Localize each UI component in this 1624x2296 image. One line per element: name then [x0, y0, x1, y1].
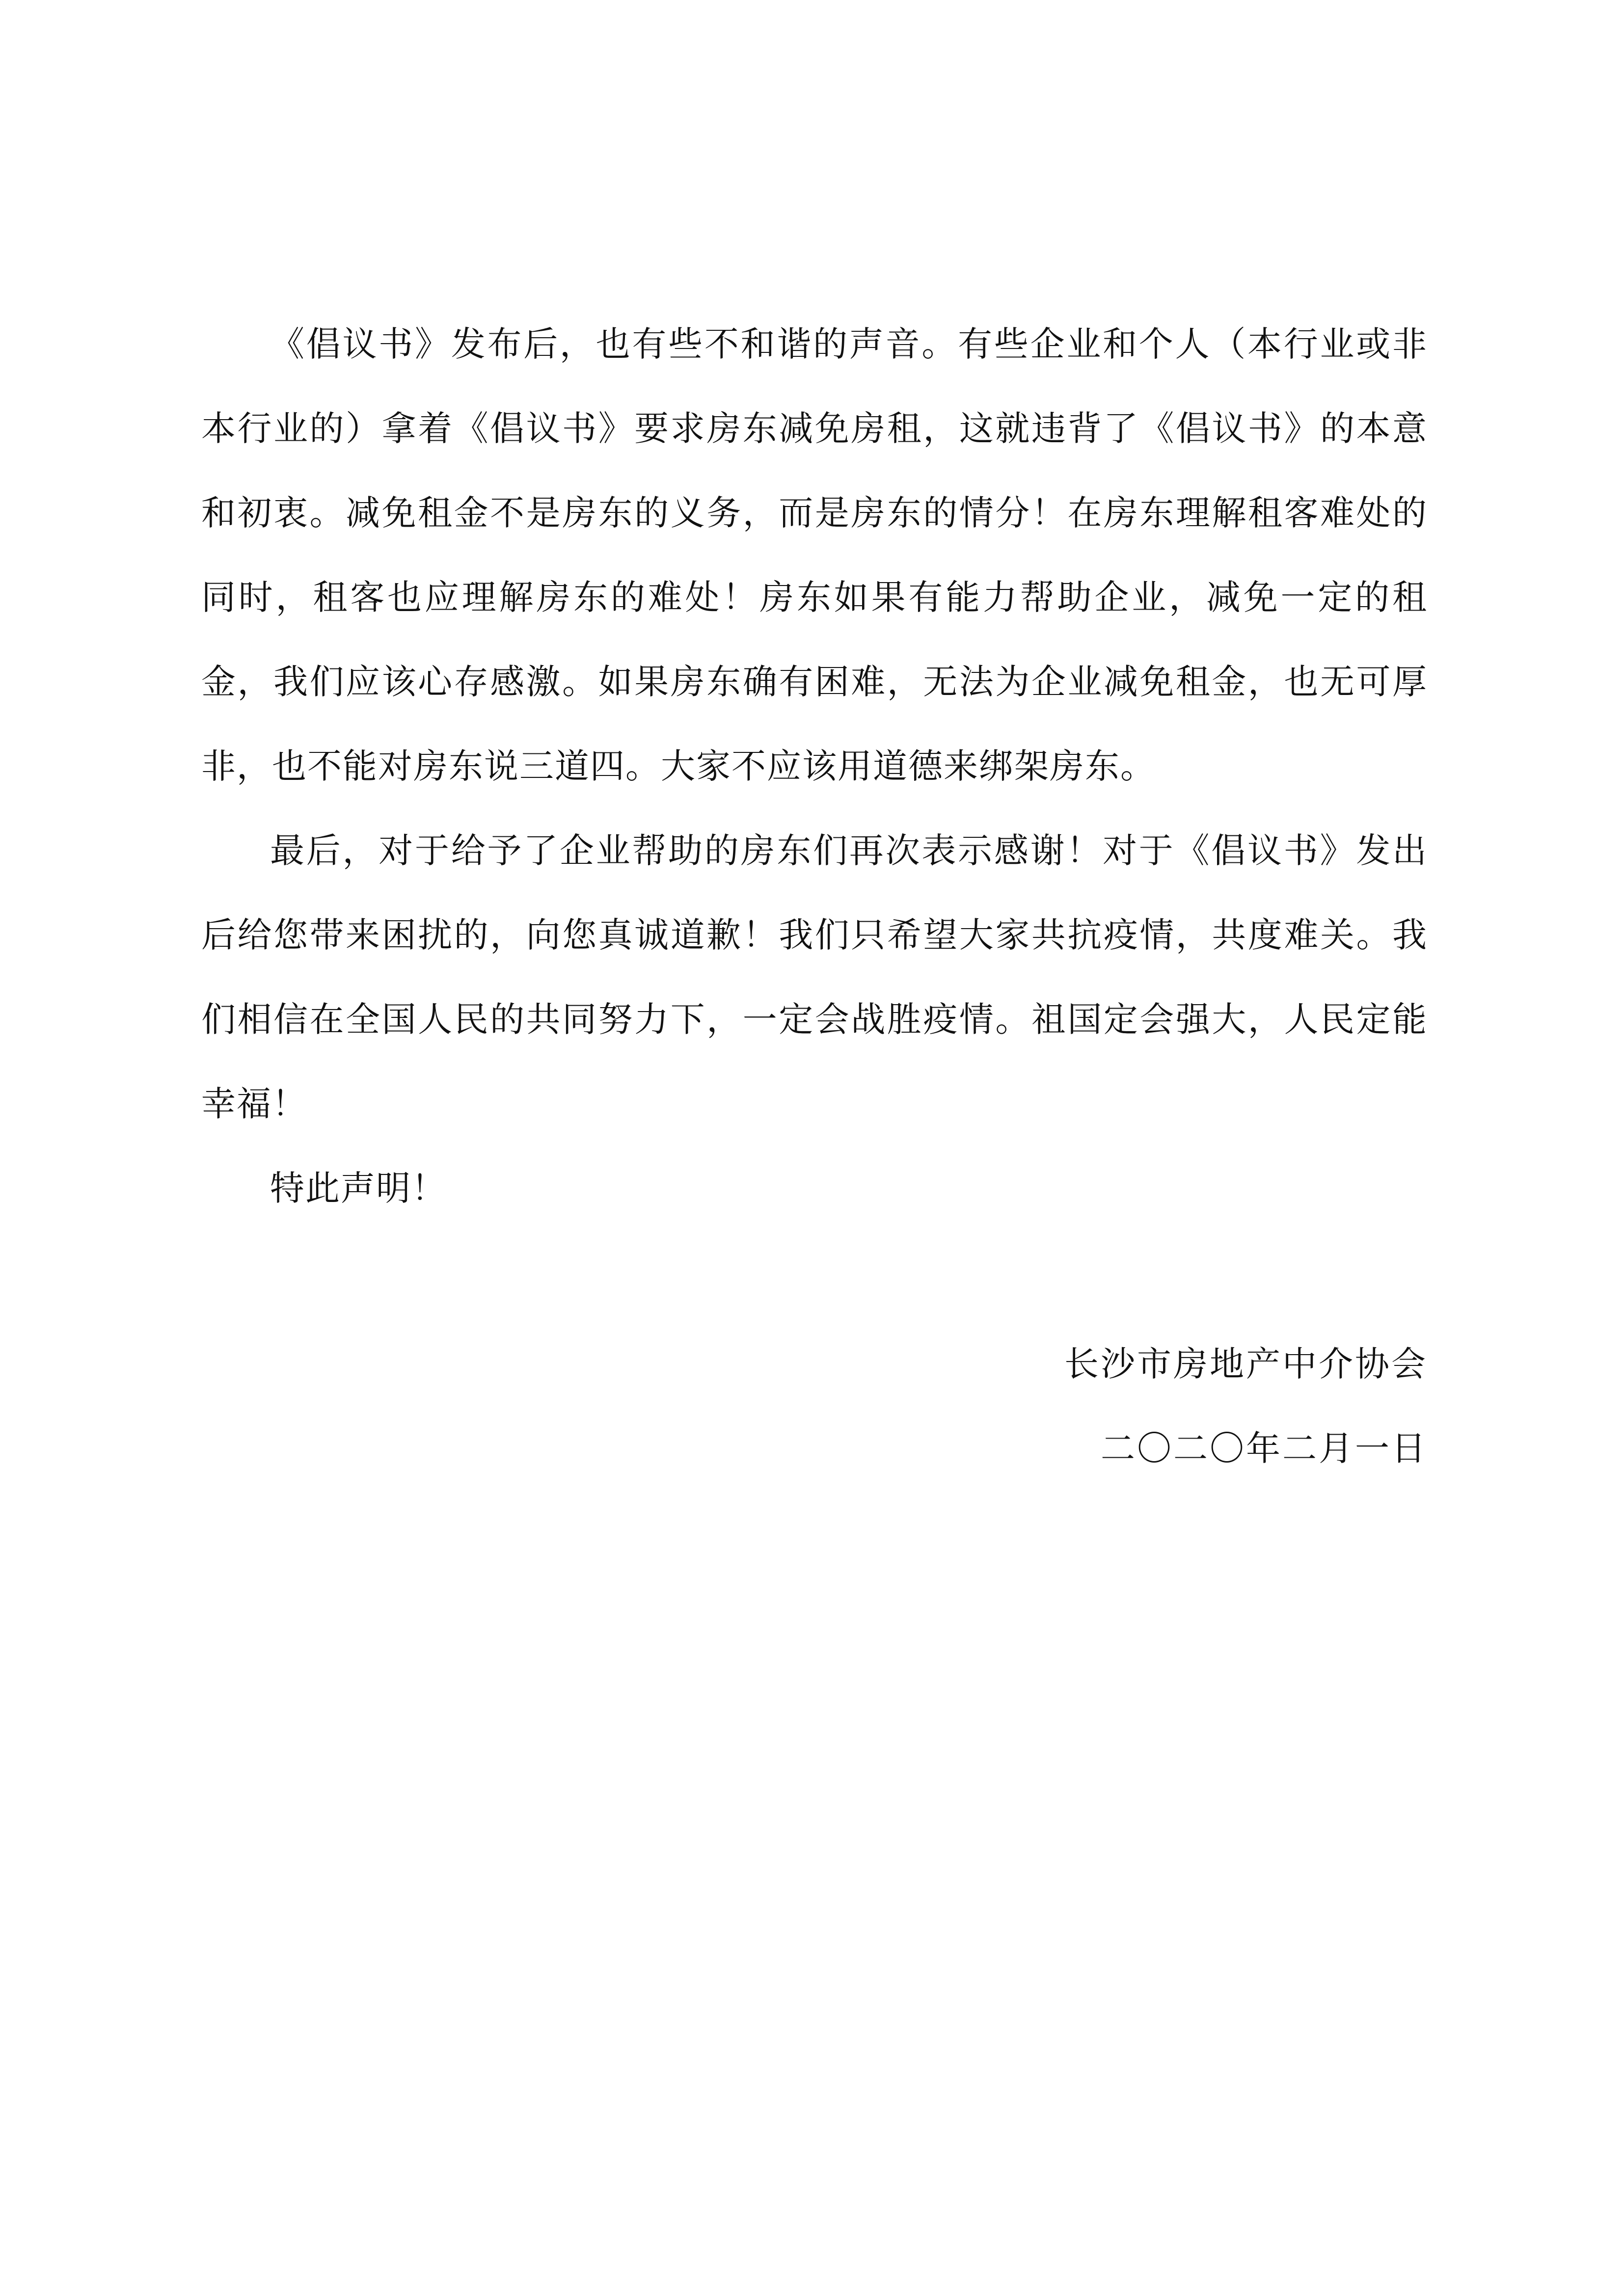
paragraph-declaration: 特此声明！ — [270, 1168, 447, 1208]
signature-date: 二〇二〇年二月一日 — [1101, 1428, 1428, 1468]
signature-organization: 长沙市房地产中介协会 — [1064, 1344, 1428, 1384]
paragraph-statement: 《倡议书》发布后，也有些不和谐的声音。有些企业和个人（本行业或非本行业的）拿着《倡议书》要求房东减免房租，这就违背了《倡议书》的本意和初衷。减免租金不是房东的义务，而是房东的情分！在房东理解租客难处的同时，租客也应理解房东的难处！房东如果有能力帮助企业，减免一定的租金，我们应该心存感激。如果房东确有困难，无法为企业减免租金，也无可厚非，也不能对房东说三道四。大家不应该用道德来绑架房东。 — [201, 324, 1428, 786]
signature-block — [1064, 1322, 1428, 1491]
document-body — [201, 302, 1428, 1230]
paragraph-closing: 最后，对于给予了企业帮助的房东们再次表示感谢！对于《倡议书》发出后给您带来困扰的，向您真诚道歉！我们只希望大家共抗疫情，共度难关。我们相信在全国人民的共同努力下，一定会战胜疫情。祖国定会强大，人民定能幸福！ — [201, 830, 1428, 1124]
